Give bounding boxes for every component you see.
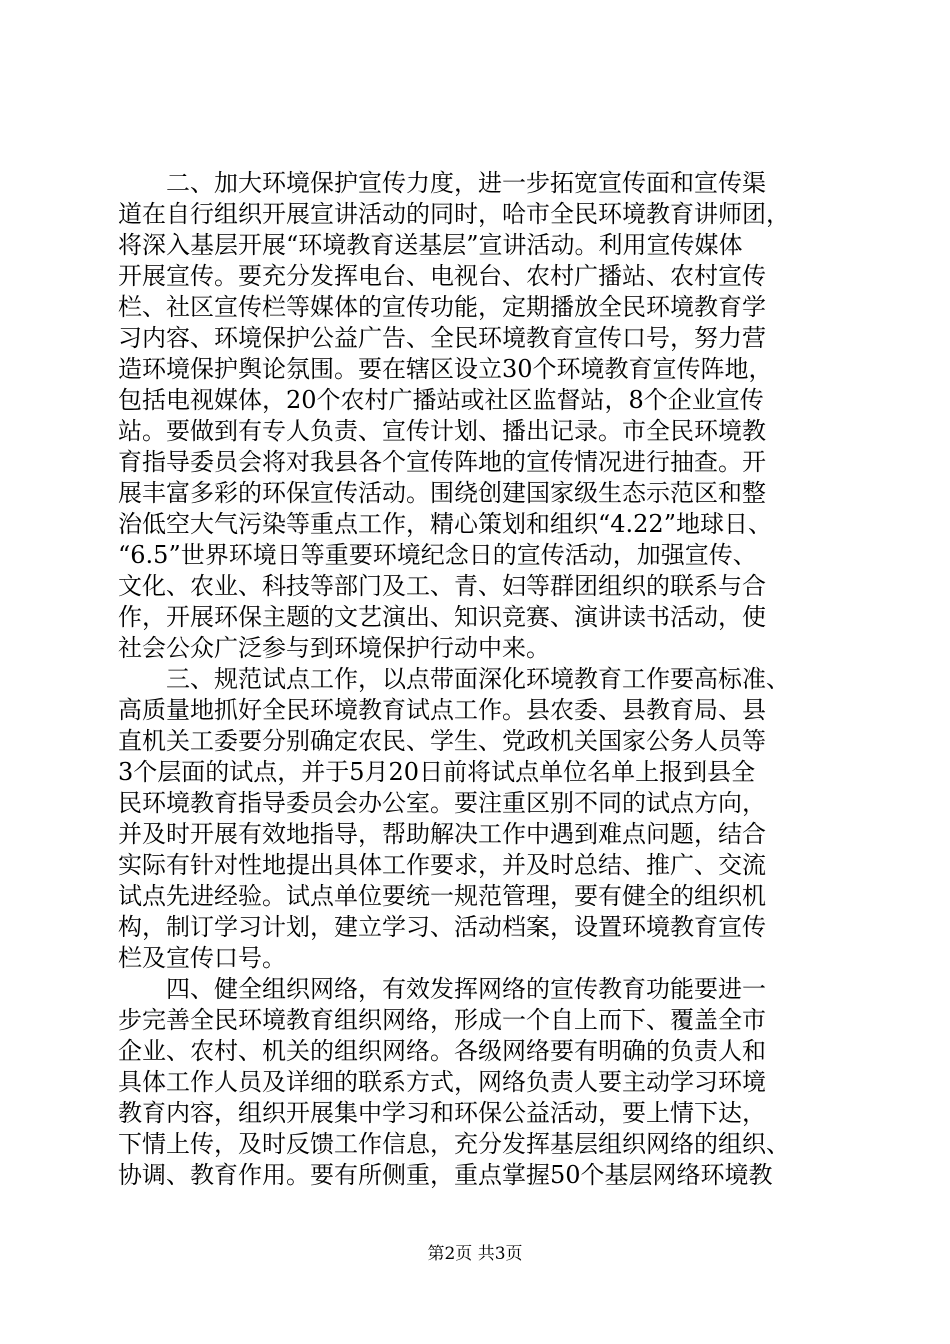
- text-line: “6.5”世界环境日等重要环境纪念日的宣传活动，加强宣传、: [118, 541, 757, 569]
- text-line: 道在自行组织开展宣讲活动的同时，哈市全民环境教育讲师团，: [118, 200, 790, 228]
- text-line: 构，制订学习计划，建立学习、活动档案，设置环境教育宣传: [118, 913, 766, 941]
- text-line: 习内容、环境保护公益广告、全民环境教育宣传口号，努力营: [118, 324, 766, 352]
- text-line: 直机关工委要分别确定农民、学生、党政机关国家公务人员等: [118, 727, 766, 755]
- text-line: 民环境教育指导委员会办公室。要注重区别不同的试点方向，: [118, 789, 766, 817]
- text-line: 栏及宣传口号。: [118, 944, 286, 972]
- text-line: 作，开展环保主题的文艺演出、知识竞赛、演讲读书活动，使: [118, 603, 766, 631]
- text-line: 社会公众广泛参与到环境保护行动中来。: [118, 634, 550, 662]
- text-line: 栏、社区宣传栏等媒体的宣传功能，定期播放全民环境教育学: [118, 293, 766, 321]
- document-body: [118, 168, 830, 1191]
- text-line: 治低空大气污染等重点工作，精心策划和组织“4.22”地球日、: [118, 510, 772, 538]
- text-line: 将深入基层开展“环境教育送基层”宣讲活动。利用宣传媒体: [118, 231, 743, 259]
- text-line: 包括电视媒体，20个农村广播站或社区监督站，8个企业宣传: [118, 386, 764, 414]
- text-line: 下情上传，及时反馈工作信息，充分发挥基层组织网络的组织、: [118, 1130, 790, 1158]
- text-line: 三、规范试点工作，以点带面深化环境教育工作要高标准、: [118, 665, 790, 693]
- text-line: 并及时开展有效地指导，帮助解决工作中遇到难点问题，结合: [118, 820, 766, 848]
- text-line: 实际有针对性地提出具体工作要求，并及时总结、推广、交流: [118, 851, 766, 879]
- text-line: 站。要做到有专人负责、宣传计划、播出记录。市全民环境教: [118, 417, 766, 445]
- text-line: 企业、农村、机关的组织网络。各级网络要有明确的负责人和: [118, 1037, 766, 1065]
- text-line: 3个层面的试点，并于5月20日前将试点单位名单上报到县全: [118, 758, 756, 786]
- text-line: 四、健全组织网络，有效发挥网络的宣传教育功能要进一: [118, 975, 766, 1003]
- text-line: 步完善全民环境教育组织网络，形成一个自上而下、覆盖全市: [118, 1006, 766, 1034]
- text-line: 开展宣传。要充分发挥电台、电视台、农村广播站、农村宣传: [118, 262, 766, 290]
- page-footer: 第2页 共3页: [427, 1244, 523, 1264]
- text-line: 具体工作人员及详细的联系方式，网络负责人要主动学习环境: [118, 1068, 766, 1096]
- text-line: 高质量地抓好全民环境教育试点工作。县农委、县教育局、县: [118, 696, 766, 724]
- text-line: 试点先进经验。试点单位要统一规范管理，要有健全的组织机: [118, 882, 766, 910]
- text-line: 教育内容，组织开展集中学习和环保公益活动，要上情下达，: [118, 1099, 766, 1127]
- text-line: 协调、教育作用。要有所侧重，重点掌握50个基层网络环境教: [118, 1161, 773, 1189]
- text-line: 造环境保护舆论氛围。要在辖区设立30个环境教育宣传阵地，: [118, 355, 773, 383]
- text-line: 二、加大环境保护宣传力度，进一步拓宽宣传面和宣传渠: [118, 169, 766, 197]
- text-line: 展丰富多彩的环保宣传活动。围绕创建国家级生态示范区和整: [118, 479, 766, 507]
- text-line: 文化、农业、科技等部门及工、青、妇等群团组织的联系与合: [118, 572, 766, 600]
- text-line: 育指导委员会将对我县各个宣传阵地的宣传情况进行抽查。开: [118, 448, 766, 476]
